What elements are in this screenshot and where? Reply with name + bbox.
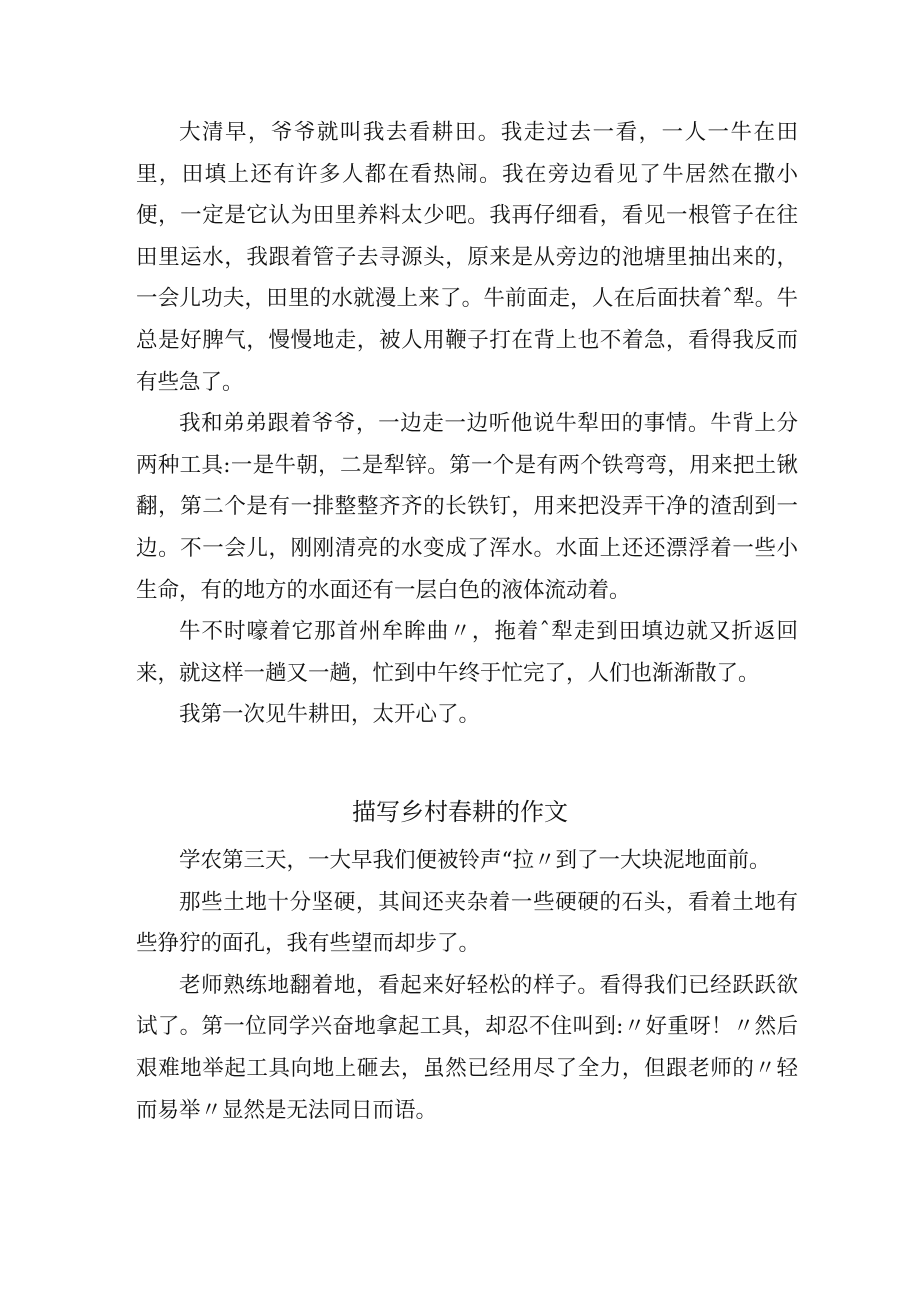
paragraph: 老师熟练地翻着地，看起来好轻松的样子。看得我们已经跃跃欲试了。第一位同学兴奋地拿起工具，却忍不住叫到:〃好重呀！〃然后艰难地举起工具向地上砸去，虽然已经用尽了全力，但跟老师的〃轻而易举〃显然是无法同日而语。 (136, 972, 798, 1123)
essay-section-2 (136, 840, 798, 1131)
essay-title: 描写乡村春耕的作文 (352, 798, 568, 826)
paragraph: 那些土地十分坚硬，其间还夹杂着一些硬硬的石头，看着土地有些狰狞的面孔，我有些望而却步了。 (136, 889, 798, 957)
paragraph: 学农第三天，一大早我们便被铃声“拉〃到了一大块泥地面前。 (179, 848, 771, 873)
paragraph: 牛不时嚎着它那首州牟眸曲〃，拖着ˆ犁走到田填边就又折返回来，就这样一趟又一趟，忙到中午终于忙完了，人们也渐渐散了。 (136, 619, 798, 686)
paragraph: 大清早，爷爷就叫我去看耕田。我走过去一看，一人一牛在田里，田填上还有许多人都在看热闹。我在旁边看见了牛居然在撒小便，一定是它认为田里养料太少吧。我再仔细看，看见一根管子在往田里运水，我跟着管子去寻源头，原来是从旁边的池塘里抽出来的，一会儿功夫，田里的水就漫上来了。牛前面走，人在后面扶着ˆ犁。牛总是好脾气，慢慢地走，被人用鞭子打在背上也不着急，看得我反而有些急了。 (136, 120, 798, 395)
essay-section-1 (136, 112, 798, 736)
paragraph: 我第一次见牛耕田，太开心了。 (179, 702, 481, 728)
paragraph: 我和弟弟跟着爷爷，一边走一边听他说牛犁田的事情。牛背上分两种工具:一是牛朝，二是犁锌。第一个是有两个铁弯弯，用来把土锹翻，第二个是有一排整整齐齐的长铁钉，用来把没弄干净的渣刮到一边。不一会儿，刚刚清亮的水变成了浑水。水面上还还漂浮着一些小生命，有的地方的水面还有一层白色的液体流动着。 (136, 411, 798, 603)
